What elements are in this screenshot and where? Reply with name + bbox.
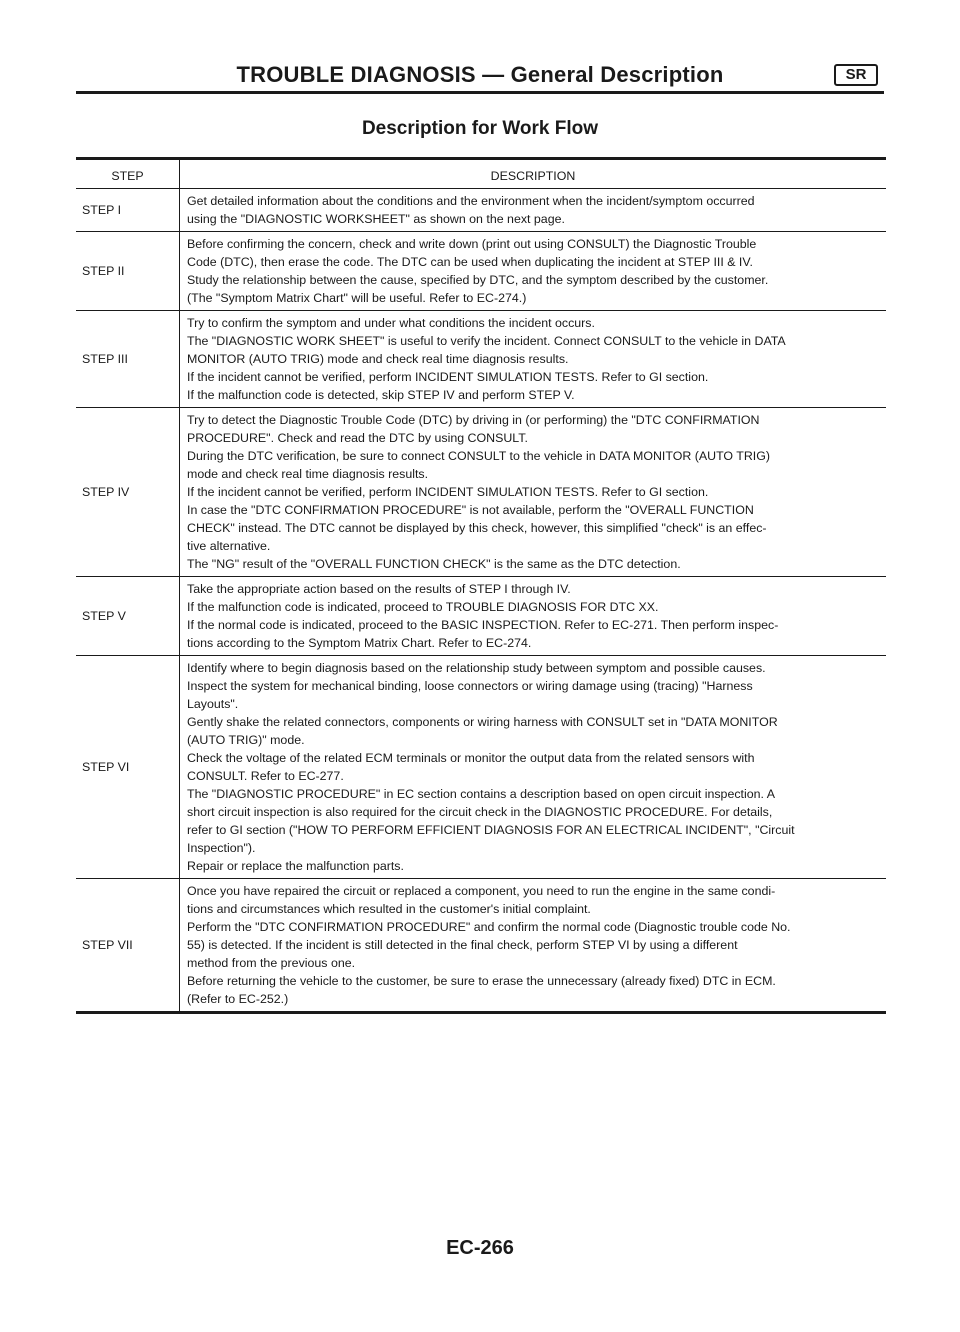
description-line: The "NG" result of the "OVERALL FUNCTION CHECK" is the same as the DTC detection. [187,557,681,571]
step-label: STEP V [76,577,180,656]
step-label: STEP II [76,232,180,311]
description-line: Before returning the vehicle to the customer, be sure to erase the unnecessary (already fixed) DTC in ECM. [187,974,776,988]
description-line: Try to detect the Diagnostic Trouble Code (DTC) by driving in (or performing) the "DTC CONFIRMATION [187,413,760,427]
description-line: During the DTC verification, be sure to connect CONSULT to the vehicle in DATA MONITOR (AUTO TRIG) [187,449,771,463]
step-description [180,311,887,408]
table-row [76,879,886,1013]
header-rule [76,91,884,94]
description-line: Code (DTC), then erase the code. The DTC can be used when duplicating the incident at STEP III & IV. [187,255,753,269]
table-row [76,577,886,656]
description-line: If the incident cannot be verified, perform INCIDENT SIMULATION TESTS. Refer to GI section. [187,485,709,499]
description-line: 55) is detected. If the incident is still detected in the final check, perform STEP VI by using a different [187,938,738,952]
description-line: If the malfunction code is indicated, proceed to TROUBLE DIAGNOSIS FOR DTC XX. [187,600,659,614]
description-line: refer to GI section ("HOW TO PERFORM EFFICIENT DIAGNOSIS FOR AN ELECTRICAL INCIDENT", "Circuit [187,823,795,837]
description-line: Layouts". [187,697,239,711]
description-line: (The "Symptom Matrix Chart" will be useful. Refer to EC-274.) [187,291,527,305]
description-line: Inspection"). [187,841,256,855]
description-line: tions according to the Symptom Matrix Chart. Refer to EC-274. [187,636,532,650]
step-description [180,656,887,879]
step-description [180,879,887,1013]
description-line: short circuit inspection is also required for the circuit check in the DIAGNOSTIC PROCEDURE. For details, [187,805,773,819]
description-line: method from the previous one. [187,956,356,970]
section-badge: SR [834,64,878,86]
section-subtitle: Description for Work Flow [361,118,599,139]
description-line: If the normal code is indicated, proceed to the BASIC INSPECTION. Refer to EC-271. Then perform inspec- [187,618,779,632]
description-line: Get detailed information about the conditions and the environment when the incident/symptom occurred [187,194,755,208]
description-line: Take the appropriate action based on the results of STEP I through IV. [187,582,571,596]
step-label: STEP IV [76,408,180,577]
description-line: In case the "DTC CONFIRMATION PROCEDURE" is not available, perform the "OVERALL FUNCTION [187,503,754,517]
table-row [76,311,886,408]
page-header [76,60,884,94]
description-line: Before confirming the concern, check and write down (print out using CONSULT) the Diagnostic Trouble [187,237,757,251]
description-line: If the incident cannot be verified, perform INCIDENT SIMULATION TESTS. Refer to GI section. [187,370,709,384]
workflow-table [76,157,886,1014]
description-line: If the malfunction code is detected, skip STEP IV and perform STEP V. [187,388,575,402]
description-line: CONSULT. Refer to EC-277. [187,769,344,783]
description-line: Once you have repaired the circuit or replaced a component, you need to run the engine in the same condi- [187,884,776,898]
table-row [76,189,886,232]
step-label: STEP I [76,189,180,232]
description-line: Identify where to begin diagnosis based on the relationship study between symptom and possible causes. [187,661,766,675]
description-line: (Refer to EC-252.) [187,992,289,1006]
column-header-step: STEP [76,159,180,189]
table-row [76,656,886,879]
step-label: STEP III [76,311,180,408]
description-line: Perform the "DTC CONFIRMATION PROCEDURE" and confirm the normal code (Diagnostic trouble code No. [187,920,791,934]
description-line: Study the relationship between the cause, specified by DTC, and the symptom described by the customer. [187,273,769,287]
page-title: TROUBLE DIAGNOSIS — General Description [236,62,724,87]
description-line: Repair or replace the malfunction parts. [187,859,404,873]
table-row [76,408,886,577]
step-description [180,408,887,577]
description-line: tions and circumstances which resulted in the customer's initial complaint. [187,902,591,916]
description-line: The "DIAGNOSTIC WORK SHEET" is useful to verify the incident. Connect CONSULT to the vehicle in DATA [187,334,786,348]
description-line: mode and check real time diagnosis results. [187,467,429,481]
workflow-table-container [76,157,886,1014]
step-label: STEP VII [76,879,180,1013]
description-line: tive alternative. [187,539,271,553]
step-description [180,232,887,311]
description-line: (AUTO TRIG)" mode. [187,733,305,747]
description-line: The "DIAGNOSTIC PROCEDURE" in EC section contains a description based on open circuit inspection. A [187,787,775,801]
description-line: Gently shake the related connectors, components or wiring harness with CONSULT set in "DATA MONITOR [187,715,778,729]
column-header-description: DESCRIPTION [180,159,887,189]
step-label: STEP VI [76,656,180,879]
table-header-row [76,159,886,189]
table-row [76,232,886,311]
step-description [180,577,887,656]
page-number: EC-266 [446,1237,514,1259]
step-description [180,189,887,232]
description-line: Try to confirm the symptom and under what conditions the incident occurs. [187,316,595,330]
description-line: using the "DIAGNOSTIC WORKSHEET" as shown on the next page. [187,212,565,226]
description-line: MONITOR (AUTO TRIG) mode and check real time diagnosis results. [187,352,569,366]
description-line: Check the voltage of the related ECM terminals or monitor the output data from the related sensors with [187,751,755,765]
description-line: PROCEDURE". Check and read the DTC by using CONSULT. [187,431,528,445]
description-line: Inspect the system for mechanical binding, loose connectors or wiring damage using (tracing) "Harness [187,679,753,693]
description-line: CHECK" instead. The DTC cannot be displayed by this check, however, this simplified "check" is an effec- [187,521,767,535]
